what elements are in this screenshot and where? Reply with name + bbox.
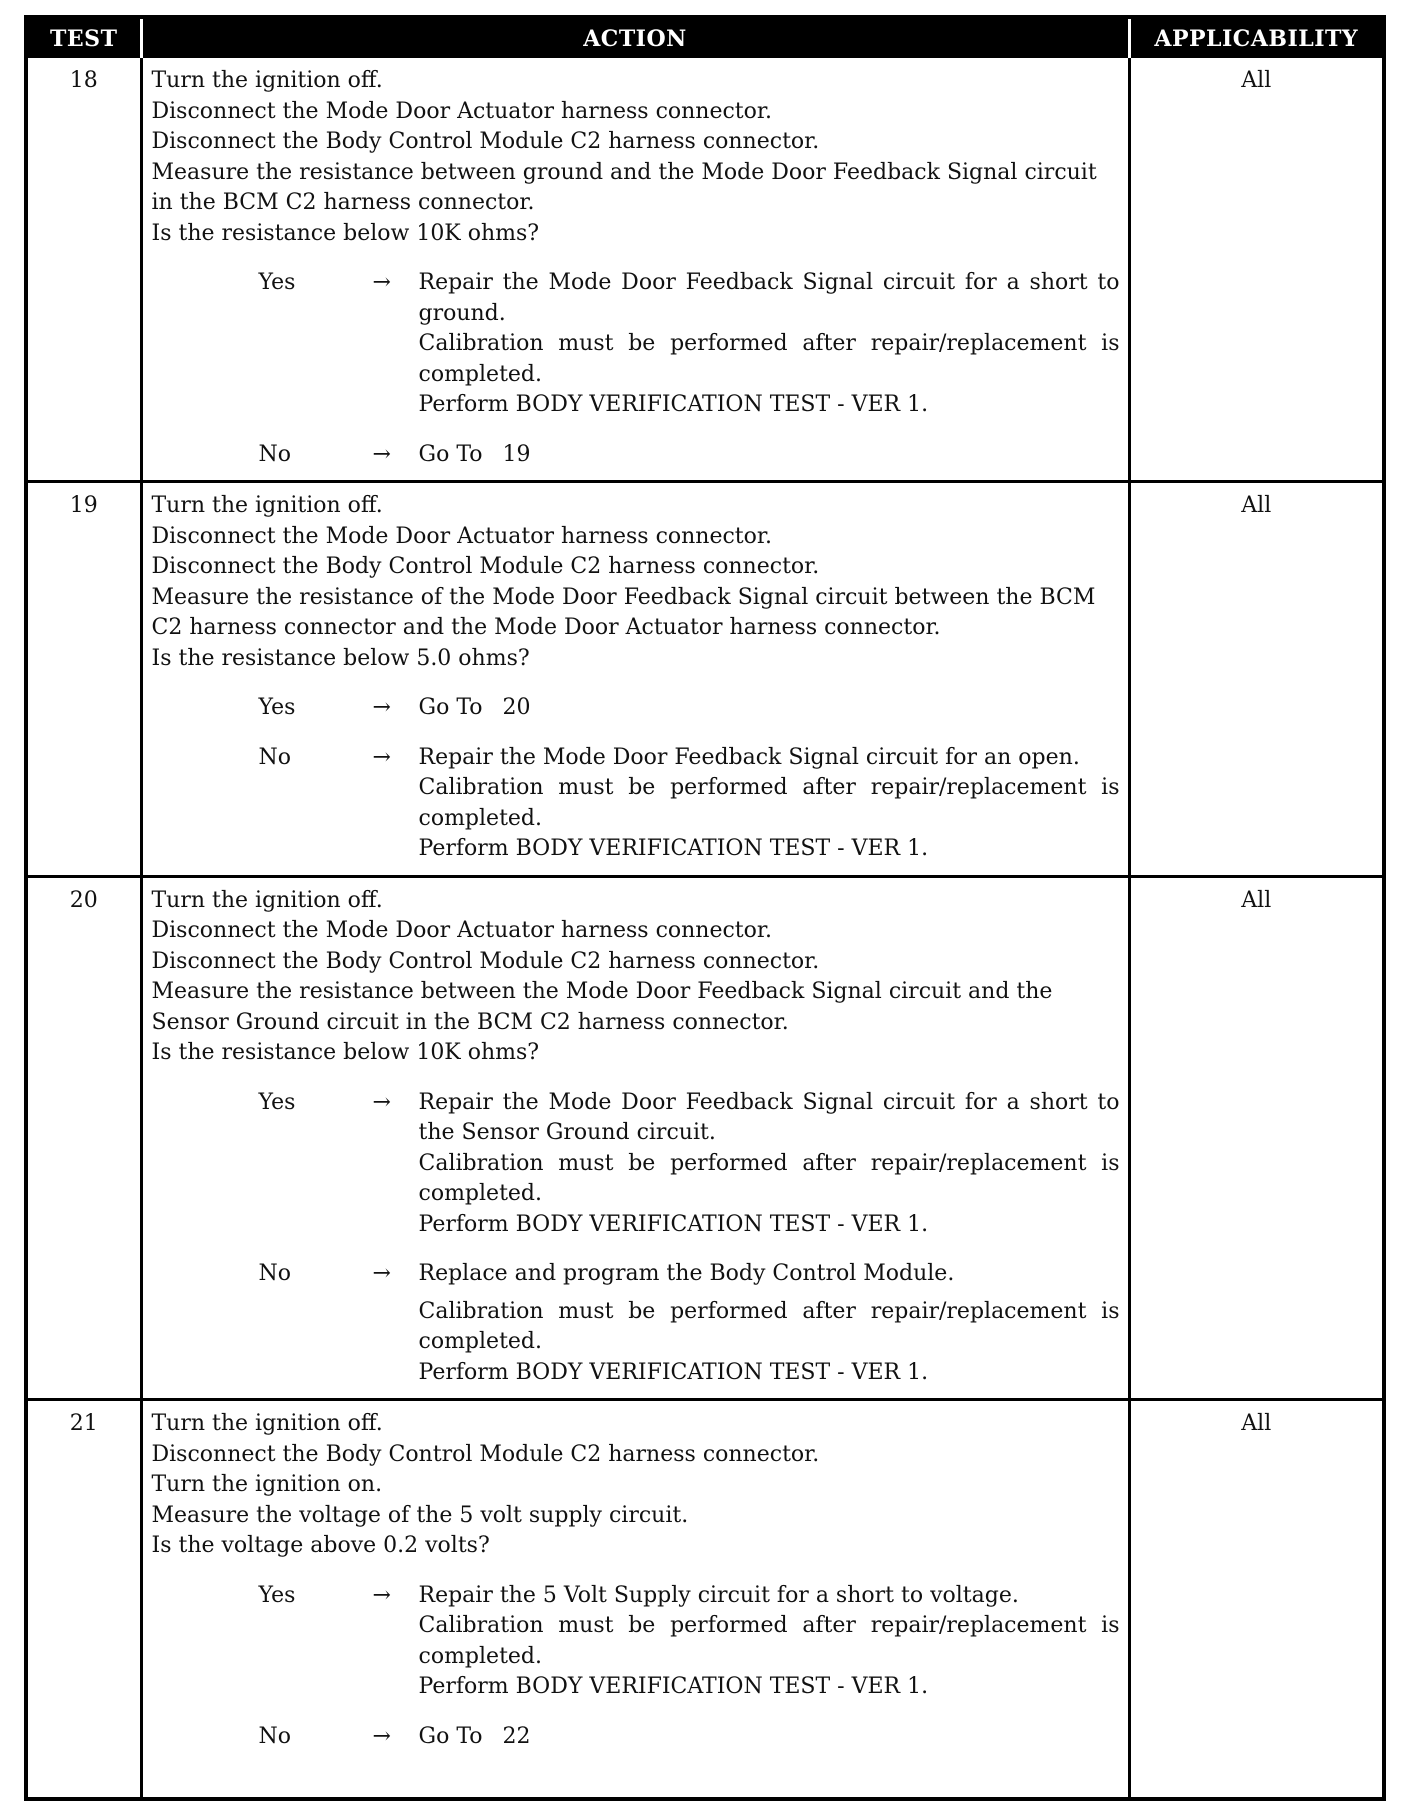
test-row-21 [28,1400,1382,1798]
action-question: Is the resistance below 10K ohms? [151,1040,540,1065]
diagnostic-test-table-frame [24,15,1386,1801]
yes-label: Yes [258,1582,296,1608]
response-text [419,693,1120,724]
action-step: Disconnect the Body Control Module C2 harness connector. [151,948,820,974]
applicability-value: All [1129,876,1382,1400]
yes-response [152,268,1120,421]
test-number: 21 [28,1400,141,1798]
response-line: Repair the Mode Door Feedback Signal circuit for a short to the Sensor Ground circuit. [418,1089,1120,1145]
action-cell [141,58,1129,482]
right-arrow-icon: → [372,1582,391,1608]
goto-test-number: 20 [502,695,531,720]
action-step: Measure the resistance of the Mode Door Feedback Signal circuit between the BCM C2 harness connector and the Mode Door Actuator harness connector. [151,584,1096,640]
test-number: 19 [28,482,141,877]
response-line: Repair the 5 Volt Supply circuit for a short to voltage. [418,1582,1019,1608]
no-label: No [258,744,291,770]
response-line: Calibration must be performed after repair/replacement is completed. [418,775,1120,831]
response-text [419,440,1120,471]
goto-test-number: 19 [502,441,531,467]
action-step: Disconnect the Mode Door Actuator harness connector. [151,98,772,124]
header-test: TEST [28,19,141,58]
action-step: Disconnect the Body Control Module C2 harness connector. [151,554,820,579]
right-arrow-icon: → [372,1089,391,1115]
response-line: Perform BODY VERIFICATION TEST - VER 1. [418,836,929,861]
applicability-value: All [1129,58,1382,482]
action-step: Turn the ignition off. [151,1411,383,1436]
action-cell [141,1400,1129,1798]
response-text [419,1581,1120,1703]
response-text [419,743,1120,865]
action-cell [141,876,1129,1400]
response-line: Calibration must be performed after repair/replacement is completed. [418,1298,1120,1354]
header-row [28,19,1382,58]
yes-response [152,693,1120,724]
no-response [152,1259,1120,1388]
right-arrow-icon: → [372,1261,391,1286]
action-step: Disconnect the Body Control Module C2 harness connector. [151,1441,820,1467]
yes-response [152,1581,1120,1703]
response-text [419,268,1120,421]
header-action: ACTION [141,19,1129,58]
response-line: Perform BODY VERIFICATION TEST - VER 1. [418,1359,929,1385]
right-arrow-icon: → [372,744,391,770]
test-row-20 [28,876,1382,1400]
action-question: Is the resistance below 5.0 ohms? [151,645,530,671]
action-step: Turn the ignition off. [151,887,383,913]
action-step: Measure the resistance between the Mode Door Feedback Signal circuit and the Sensor Ground circuit in the BCM C2 harness connector. [151,979,1053,1035]
goto-label: Go To [418,1723,483,1749]
test-row-18 [28,58,1382,482]
yes-response [152,1088,1120,1241]
action-question: Is the voltage above 0.2 volts? [151,1533,490,1558]
action-cell [141,482,1129,877]
response-line: Repair the Mode Door Feedback Signal circuit for an open. [418,744,1080,770]
no-response [152,743,1120,865]
right-arrow-icon: → [372,695,391,720]
goto-test-number: 22 [502,1723,531,1749]
action-step: Measure the resistance between ground and the Mode Door Feedback Signal circuit in the BCM C2 harness connector. [151,159,1097,215]
action-step: Turn the ignition off. [151,68,383,93]
action-step: Turn the ignition on. [151,1472,383,1497]
response-line: Repair the Mode Door Feedback Signal circuit for a short to ground. [418,270,1120,326]
right-arrow-icon: → [372,1723,391,1749]
test-number: 18 [69,68,98,93]
response-line: Perform BODY VERIFICATION TEST - VER 1. [418,1674,929,1699]
response-text [419,1722,1120,1753]
response-line: Perform BODY VERIFICATION TEST - VER 1. [418,1211,929,1237]
table-header [28,19,1382,58]
response-line: Replace and program the Body Control Module. [418,1261,955,1286]
right-arrow-icon: → [372,270,391,295]
goto-label: Go To [418,695,483,720]
applicability-value: All [1129,482,1382,877]
yes-label: Yes [258,270,296,295]
action-step: Turn the ignition off. [151,493,383,518]
response-line: Calibration must be performed after repair/replacement is completed. [418,331,1120,387]
action-step: Disconnect the Body Control Module C2 harness connector. [151,129,820,154]
no-label: No [258,441,291,467]
response-text [419,1259,1120,1388]
no-label: No [258,1261,291,1286]
action-question: Is the resistance below 10K ohms? [151,220,540,246]
no-label: No [258,1723,291,1749]
response-line: Calibration must be performed after repair/replacement is completed. [418,1613,1120,1669]
response-text [419,1088,1120,1241]
yes-label: Yes [258,1089,296,1115]
no-response [152,440,1120,471]
goto-label: Go To [418,441,483,467]
response-line: Calibration must be performed after repair/replacement is completed. [418,1150,1120,1206]
test-number: 20 [28,876,141,1400]
header-applicability: APPLICABILITY [1129,19,1382,58]
right-arrow-icon: → [372,441,391,467]
response-line: Perform BODY VERIFICATION TEST - VER 1. [418,392,929,417]
action-step: Measure the voltage of the 5 volt supply circuit. [151,1502,689,1528]
diagnostic-test-table [28,19,1382,1797]
test-row-19 [28,482,1382,877]
action-step: Disconnect the Mode Door Actuator harness connector. [151,918,772,943]
yes-label: Yes [258,695,296,720]
action-step: Disconnect the Mode Door Actuator harness connector. [151,523,772,549]
applicability-value: All [1129,1400,1382,1798]
no-response [152,1722,1120,1753]
